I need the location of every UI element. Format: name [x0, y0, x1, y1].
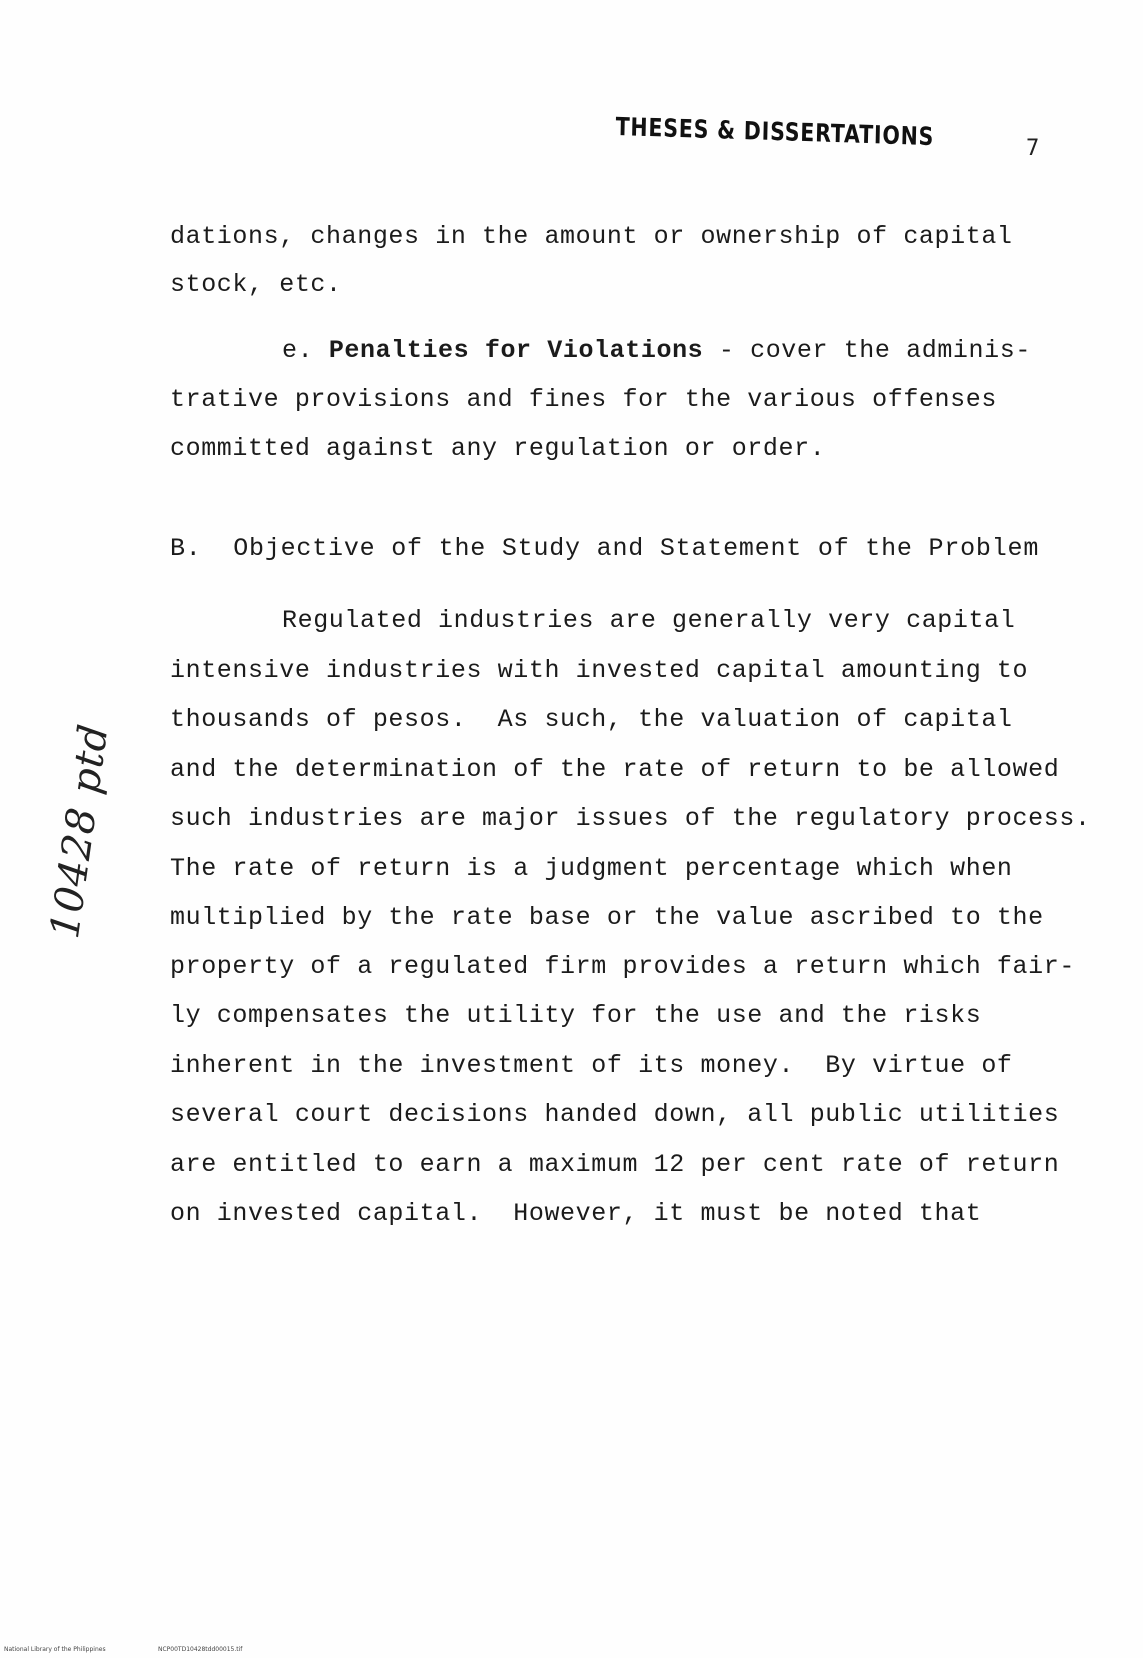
body-line: committed against any regulation or order.	[170, 434, 826, 463]
paragraph-first-line: Regulated industries are generally very capital	[282, 606, 1016, 635]
body-line: and the determination of the rate of return to be allowed	[170, 755, 1060, 784]
body-line: are entitled to earn a maximum 12 per cent rate of return	[170, 1150, 1060, 1179]
body-line: The rate of return is a judgment percentage which when	[170, 854, 1013, 883]
body-line: property of a regulated firm provides a return which fair-	[170, 952, 1075, 981]
theses-dissertations-stamp: THESES & DISSERTATIONS	[615, 112, 935, 152]
body-line: ly compensates the utility for the use and the risks	[170, 1001, 982, 1030]
page-number: 7	[1026, 136, 1040, 161]
body-line: intensive industries with invested capital amounting to	[170, 656, 1029, 685]
handwritten-margin-note: 10428 ptd	[42, 720, 118, 942]
body-line: trative provisions and fines for the various offenses	[170, 385, 997, 414]
body-line: thousands of pesos. As such, the valuation of capital	[170, 705, 1013, 734]
body-line: such industries are major issues of the regulatory process.	[170, 804, 1091, 833]
list-item-text: - cover the adminis-	[703, 336, 1031, 365]
section-heading: B. Objective of the Study and Statement of the Problem	[170, 534, 1040, 563]
body-line: on invested capital. However, it must be noted that	[170, 1199, 982, 1228]
body-line: multiplied by the rate base or the value ascribed to the	[170, 903, 1044, 932]
list-item-e	[282, 338, 1031, 363]
footer-library-credit: National Library of the Philippines	[4, 1646, 106, 1653]
body-line: several court decisions handed down, all public utilities	[170, 1100, 1060, 1129]
body-line: inherent in the investment of its money. By virtue of	[170, 1051, 1013, 1080]
footer-file-id: NCP00TD10428tdd00015.tif	[158, 1646, 243, 1653]
list-item-title: Penalties for Violations	[328, 336, 704, 365]
list-marker: e.	[282, 336, 329, 365]
body-line: dations, changes in the amount or ownership of capital	[170, 222, 1013, 251]
body-line: stock, etc.	[170, 270, 342, 299]
